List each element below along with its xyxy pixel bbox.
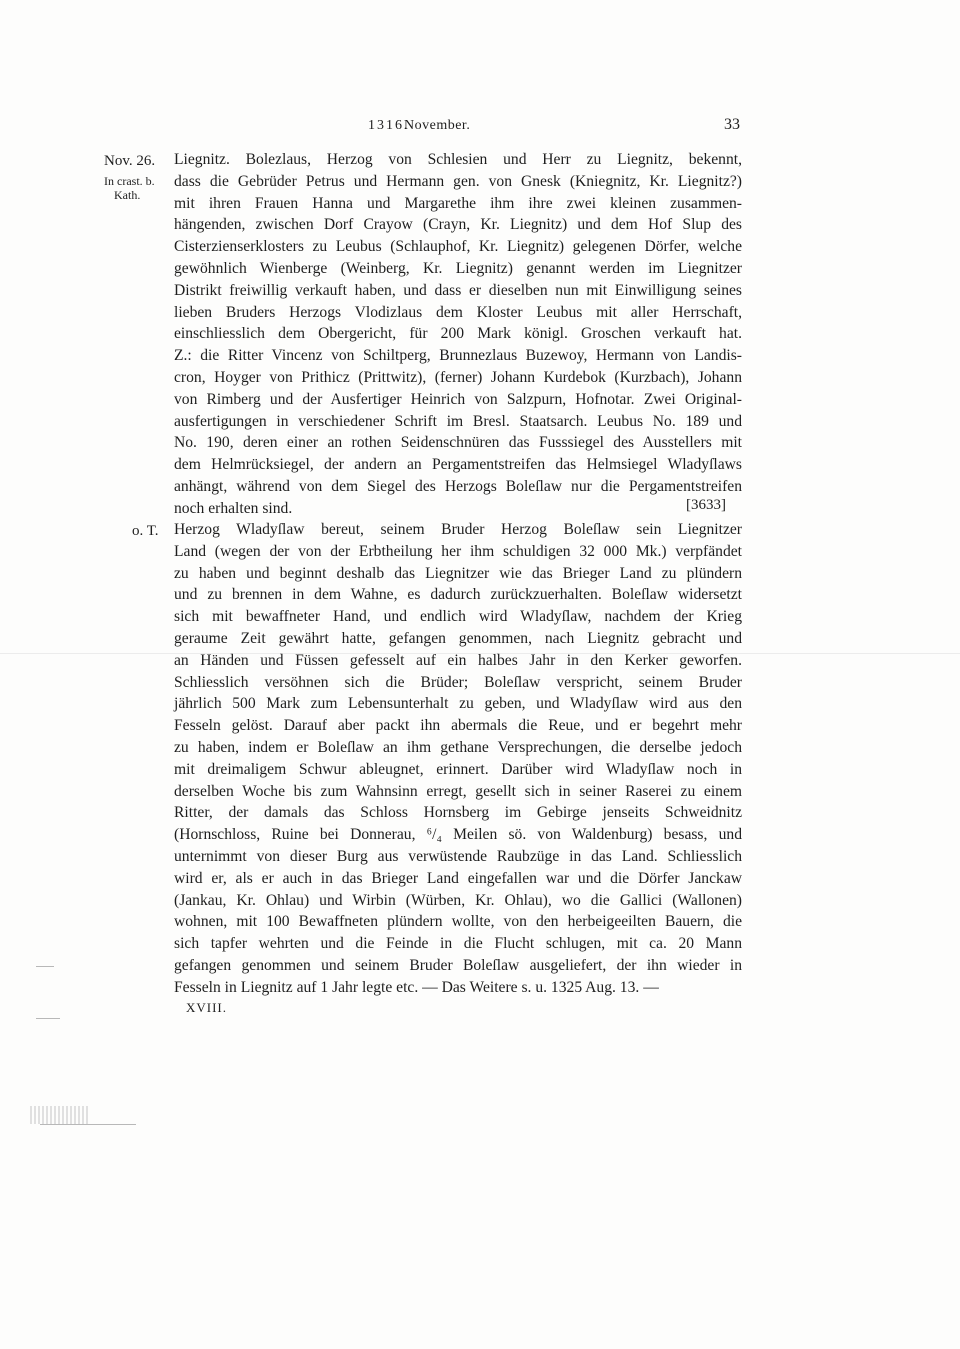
text-line: anhängt, während von dem Siegel des Herzogs Boleſlaw nur die Pergamentstreifen	[174, 477, 742, 495]
margin-note-in-crast: In crast. b.	[104, 174, 155, 188]
text-line: unternimmt von dieser Burg aus verwüstende Raubzüge in das Land. Schliesslich	[174, 847, 742, 865]
text-line: von Rimberg und der Ausfertiger Heinrich von Salzpurn, Hofnotar. Zwei Original-	[174, 390, 742, 408]
text-line: Fesseln in Liegnitz auf 1 Jahr legte etc. — Das Weitere s. u. 1325 Aug. 13. —	[174, 978, 659, 996]
text-line: lieben Bruders Herzogs Vlodizlaus dem Kloster Leubus mit aller Herrschaft,	[174, 303, 742, 321]
text-line: No. 190, deren einer an rothen Seidenschnüren das Fusssiegel des Ausstellers mit	[174, 434, 742, 452]
text-line: Cisterzienserklosters zu Leubus (Schlauphof, Kr. Liegnitz) gelegenen Dörfer, welche	[174, 238, 742, 256]
margin-date-ot: o. T.	[132, 523, 159, 539]
header-year: 1316.	[368, 118, 410, 133]
margin-note-kath: Kath.	[114, 188, 141, 202]
text-line: (Hornschloss, Ruine bei Donnerau, ⁶/₄ Meilen sö. von Waldenburg) besass, und	[174, 826, 742, 844]
margin-tick	[36, 966, 54, 967]
page-number: 33	[724, 116, 740, 133]
text-line: zu haben, indem er Boleſlaw an ihm gethane Versprechungen, die derselbe jedoch	[174, 738, 742, 756]
text-line: Z.: die Ritter Vincenz von Schiltperg, Brunnezlaus Buzewoy, Hermann von Landis-	[174, 347, 742, 365]
text-line: und zu brennen in dem Wahne, es dadurch zurückzuerhalten. Boleſlaw widersetzt	[174, 586, 742, 604]
text-line: sich mit bewaffneter Hand, und endlich wird Wladyſlaw, nachdem der Krieg	[174, 608, 742, 626]
text-line: wird er, als er auch in das Brieger Land eingefallen war und die Dörfer Janckaw	[174, 869, 742, 887]
text-line: Herzog Wladyſlaw bereut, seinem Bruder Herzog Boleſlaw sein Liegnitzer	[174, 521, 742, 538]
margin-rule	[40, 1124, 136, 1125]
text-line: geraume Zeit gewährt hatte, gefangen genommen, nach Liegnitz gebracht und	[174, 629, 742, 647]
text-line: an Händen und Füssen gefesselt auf ein halbes Jahr in den Kerker geworfen.	[174, 651, 742, 669]
text-line: cron, Hoyger von Prithicz (Prittwitz), (ferner) Johann Kurdebok (Kurzbach), Johann	[174, 368, 742, 386]
margin-date-nov-26: Nov. 26.	[104, 153, 156, 169]
scan-artifact	[30, 1106, 90, 1124]
text-line: Fesseln gelöst. Darauf aber packt ihn abermals die Reue, und er begehrt mehr	[174, 717, 742, 735]
text-line: Schliesslich versöhnen sich die Brüder; Boleſlaw verspricht, seinem Bruder	[174, 673, 742, 691]
text-line: jährlich 500 Mark zum Lebensunterhalt zu geben, und Wladyſlaw wird aus den	[174, 695, 742, 713]
text-line: derselben Woche bis zum Wahnsinn erregt, gesellt sich in seiner Raserei zu einem	[174, 782, 742, 800]
text-line: sich tapfer wehrten und die Feinde in die Flucht schlugen, mit ca. 20 Mann	[174, 935, 742, 953]
text-line: gewöhnlich Wienberge (Weinberg, Kr. Liegnitz) genannt werden im Liegnitzer	[174, 259, 742, 277]
text-line: wohnen, mit 100 Bewaffneten plündern wollte, von den herbeigeeilten Bauern, die	[174, 913, 742, 931]
text-line: mit dreimaligem Schwur ableugnet, erinnert. Darüber wird Wladyſlaw noch in	[174, 760, 742, 778]
text-line: noch erhalten sind.	[174, 499, 293, 517]
entry-number: [3633]	[686, 497, 726, 513]
text-line: Liegnitz. Bolezlaus, Herzog von Schlesien und Herr zu Liegnitz, bekennt,	[174, 151, 742, 168]
text-line: zu haben und beginnt deshalb das Liegnitzer wie das Brieger Land zu plündern	[174, 564, 742, 582]
text-line: hängenden, zwischen Dorf Crayow (Crayn, Kr. Liegnitz) und dem Hof Slup des	[174, 216, 742, 234]
header-month: November.	[404, 118, 471, 133]
text-line: gefangen genommen und seinem Bruder Boleſlaw ausgeliefert, der ihn wieder in	[174, 956, 742, 974]
text-line: ausfertigungen in verschiedener Schrift im Bresl. Staatsarch. Leubus No. 189 und	[174, 412, 742, 430]
text-line: mit ihren Frauen Hanna und Margarethe ihm ihre zwei kleinen zusammen-	[174, 194, 742, 212]
signature-mark: XVIII.	[186, 1000, 228, 1015]
margin-tick	[36, 1018, 60, 1019]
text-line: Distrikt freiwillig verkauft haben, und dass er dieselben nun mit Einwilligung seines	[174, 281, 742, 299]
text-line: dass die Gebrüder Petrus und Hermann gen. von Gnesk (Kniegnitz, Kr. Liegnitz?)	[174, 172, 742, 190]
text-line: dem Helmrücksiegel, der andern an Pergamentstreifen das Helmsiegel Wladyſlaws	[174, 456, 742, 474]
running-head	[0, 118, 960, 140]
text-line: Land (wegen der von der Erbtheilung her ihm schuldigen 32 000 Mk.) verpfändet	[174, 542, 742, 560]
entry-3633	[174, 149, 742, 520]
text-line: Ritter, der damals das Schloss Hornsberg im Gebirge jenseits Schweidnitz	[174, 804, 742, 822]
text-line: einschliesslich dem Obergericht, für 200 Mark königl. Groschen verkauft hat.	[174, 325, 742, 343]
entry-wladyslaw	[174, 519, 742, 999]
text-line: (Jankau, Kr. Ohlau) und Wirbin (Würben, Kr. Ohlau), wo die Gallici (Wallonen)	[174, 891, 742, 909]
